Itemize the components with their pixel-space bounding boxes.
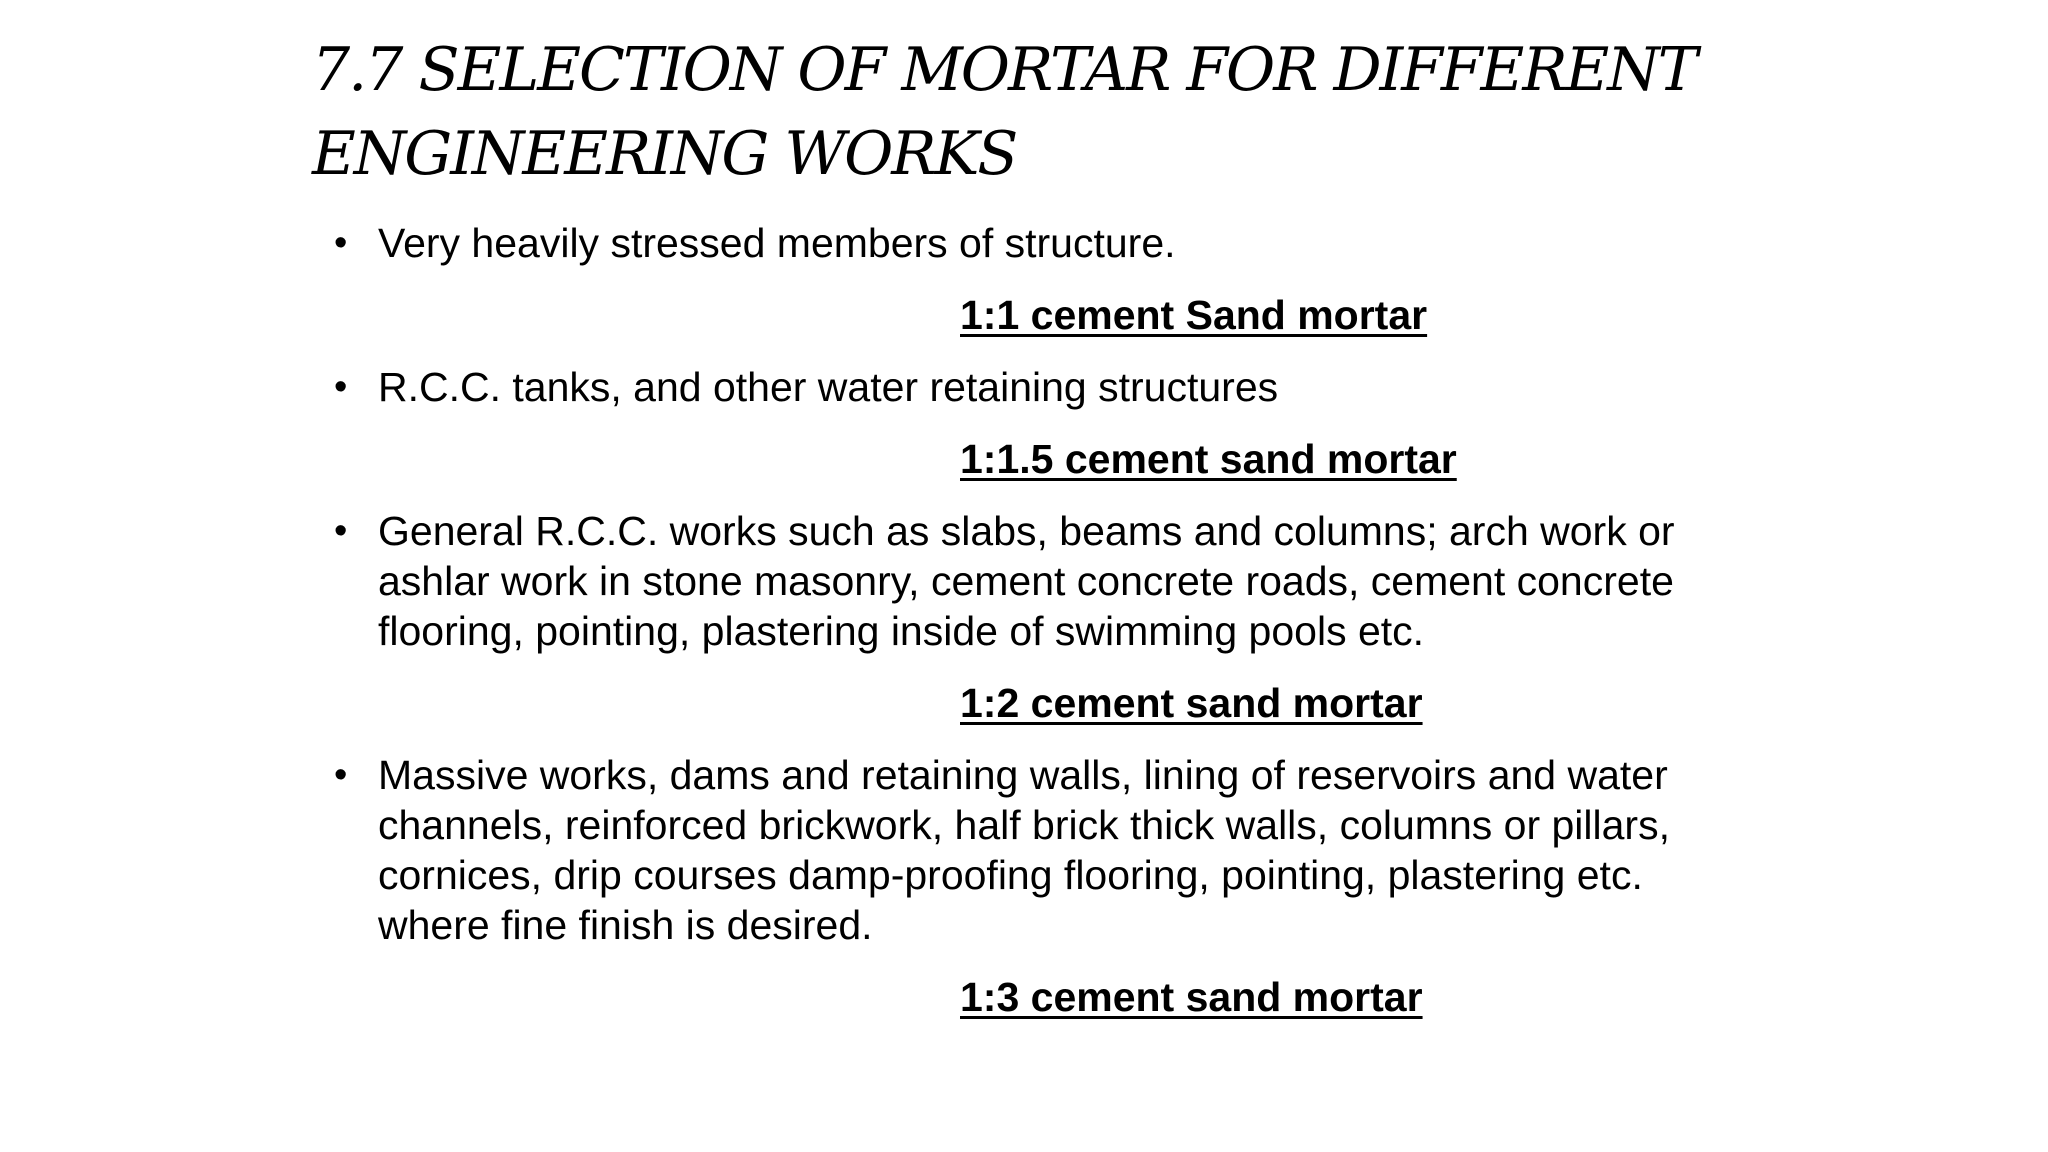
mortar-ratio: 1:2 cement sand mortar: [960, 680, 1423, 726]
bullet-list: [330, 218, 1750, 1022]
bullet-item: [330, 218, 1750, 268]
mortar-ratio: 1:1.5 cement sand mortar: [960, 436, 1457, 482]
mortar-ratio: 1:1 cement Sand mortar: [960, 292, 1428, 338]
mortar-ratio: 1:3 cement sand mortar: [960, 974, 1423, 1020]
bullet-text: General R.C.C. works such as slabs, beams and columns; arch work or ashlar work in stone masonry, cement concrete roads, cement concrete flooring, pointing, plastering inside of swimming pools etc.: [378, 508, 1675, 654]
bullet-icon: •: [334, 510, 348, 552]
bullet-text: Massive works, dams and retaining walls, lining of reservoirs and water channels, reinforced brickwork, half brick thick walls, columns or pillars, cornices, drip courses damp-proofing flooring, pointing, plastering etc. where fine finish is desired.: [378, 752, 1670, 948]
bullet-text: Very heavily stressed members of structure.: [378, 220, 1176, 266]
bullet-item: [330, 506, 1750, 656]
bullet-item: [330, 750, 1750, 950]
bullet-text: R.C.C. tanks, and other water retaining structures: [378, 364, 1279, 410]
bullet-icon: •: [334, 366, 348, 408]
slide-title: 7.7 SELECTION OF MORTAR FOR DIFFERENT ENGINEERING WORKS: [312, 35, 1696, 189]
bullet-icon: •: [334, 222, 348, 264]
bullet-item: [330, 362, 1750, 412]
bullet-icon: •: [334, 754, 348, 796]
